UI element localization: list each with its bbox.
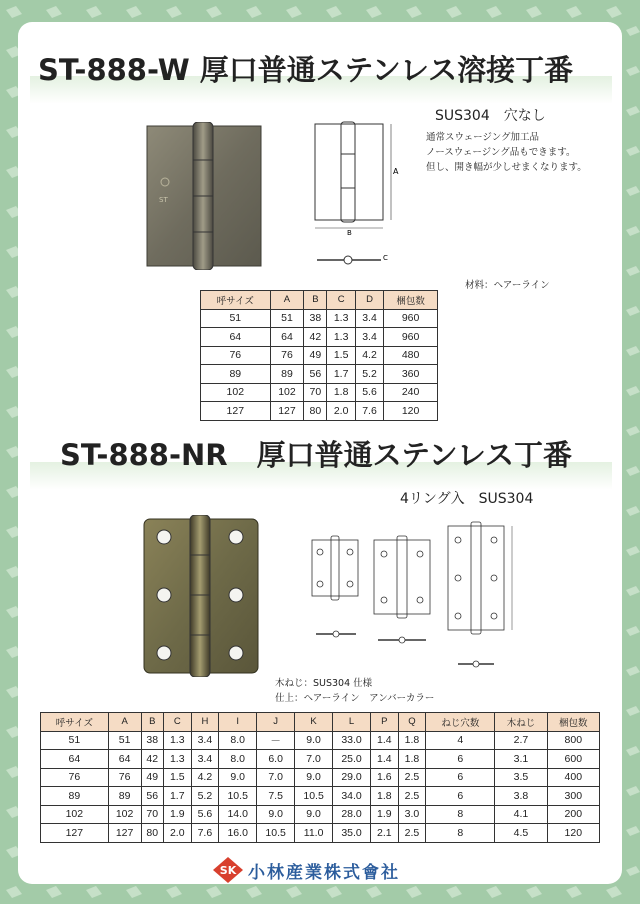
table-header-cell: 梱包数 [384, 291, 438, 310]
table-header-cell: L [333, 713, 371, 732]
table-cell: 8 [426, 824, 495, 843]
table-cell: 1.5 [163, 768, 191, 787]
dim-a-label: A [393, 167, 399, 176]
table-row [41, 805, 600, 824]
table-header-cell: 木ねじ [495, 713, 547, 732]
table-cell: 56 [141, 787, 163, 806]
table-cell: 600 [547, 750, 599, 769]
table-cell: 25.0 [333, 750, 371, 769]
product1-material: 材料：ヘアーライン [465, 280, 550, 291]
table-header-cell: 梱包数 [547, 713, 599, 732]
table-cell: 3.4 [355, 328, 383, 347]
table-cell: 1.5 [327, 346, 355, 365]
table-cell: 2.5 [398, 824, 426, 843]
table-header-cell: 呼サイズ [201, 291, 271, 310]
table-cell: 1.3 [163, 731, 191, 750]
table-cell: 9.0 [295, 768, 333, 787]
table-cell: 102 [108, 805, 141, 824]
table-cell: 9.0 [257, 805, 295, 824]
table-cell: 4.2 [355, 346, 383, 365]
table-cell: 64 [41, 750, 109, 769]
table-cell: 89 [201, 365, 271, 384]
table-cell: 56 [304, 365, 327, 384]
table-cell: 38 [141, 731, 163, 750]
table-row [201, 365, 438, 384]
table-cell: 200 [547, 805, 599, 824]
table-cell: 51 [270, 309, 304, 328]
table-cell: 10.5 [257, 824, 295, 843]
table-header-cell: A [108, 713, 141, 732]
table-row [201, 309, 438, 328]
table-cell: 400 [547, 768, 599, 787]
table-cell: 102 [270, 383, 304, 402]
table-cell: 76 [270, 346, 304, 365]
table-row [201, 402, 438, 421]
note-line: ノースウェージング品もできます。 [426, 147, 576, 158]
table-cell: 1.9 [163, 805, 191, 824]
product1-photo [145, 122, 263, 270]
table-cell: 9.0 [295, 731, 333, 750]
table-cell: 51 [108, 731, 141, 750]
table-cell: 6 [426, 750, 495, 769]
table-cell: 2.5 [398, 787, 426, 806]
table-cell: 16.0 [219, 824, 257, 843]
table-header-cell: I [219, 713, 257, 732]
table-cell: 29.0 [333, 768, 371, 787]
table-header-cell: B [304, 291, 327, 310]
table-cell: 7.5 [257, 787, 295, 806]
table-cell: 8 [426, 805, 495, 824]
table-cell: 4 [426, 731, 495, 750]
table-row [41, 750, 600, 769]
table-cell: 64 [108, 750, 141, 769]
table-cell: 5.6 [191, 805, 219, 824]
table-cell: 3.4 [191, 731, 219, 750]
table-cell: 2.1 [371, 824, 399, 843]
table-header-cell: A [270, 291, 304, 310]
table-cell: 2.0 [327, 402, 355, 421]
table-cell: 5.2 [355, 365, 383, 384]
table-row [41, 731, 600, 750]
table-cell: 80 [304, 402, 327, 421]
table-cell: 240 [384, 383, 438, 402]
table-cell: 7.0 [295, 750, 333, 769]
table-cell: 89 [41, 787, 109, 806]
table-cell: 1.8 [327, 383, 355, 402]
table-cell: 3.0 [398, 805, 426, 824]
table-row [41, 768, 600, 787]
table-cell: 4.2 [191, 768, 219, 787]
table-header-cell: H [191, 713, 219, 732]
table-cell: 89 [270, 365, 304, 384]
table-cell: 120 [547, 824, 599, 843]
table-cell: 51 [41, 731, 109, 750]
product1-notes [426, 130, 587, 175]
table-cell: 1.3 [327, 309, 355, 328]
table-cell: 1.3 [327, 328, 355, 347]
table-cell: 7.0 [257, 768, 295, 787]
table-header-cell: ねじ穴数 [426, 713, 495, 732]
table-cell: 3.4 [191, 750, 219, 769]
table-cell: 1.7 [163, 787, 191, 806]
table-cell: 4.5 [495, 824, 547, 843]
product2-title: ST-888-NR 厚口普通ステンレス丁番 [60, 438, 572, 472]
note-line: 通常スウェージング加工品 [426, 132, 540, 143]
table-cell: 76 [108, 768, 141, 787]
table-cell: 42 [141, 750, 163, 769]
table-header-cell: D [355, 291, 383, 310]
table-cell: 8.0 [219, 731, 257, 750]
table-row [201, 346, 438, 365]
table-cell: 1.4 [371, 731, 399, 750]
table-cell: 2.0 [163, 824, 191, 843]
table-cell: 960 [384, 309, 438, 328]
table-cell: 102 [41, 805, 109, 824]
note-line: 但し、開き幅が少しせまくなります。 [426, 162, 587, 173]
product1-drawing [305, 120, 405, 280]
table-cell: 70 [304, 383, 327, 402]
table-cell: 10.5 [219, 787, 257, 806]
table-cell: 1.8 [371, 787, 399, 806]
table-header-cell: B [141, 713, 163, 732]
table-cell: 1.3 [163, 750, 191, 769]
table-cell: 6.0 [257, 750, 295, 769]
table-cell: 300 [547, 787, 599, 806]
table-header-cell: Q [398, 713, 426, 732]
table-cell: 2.7 [495, 731, 547, 750]
table-cell: 51 [201, 309, 271, 328]
note-line: 木ねじ：SUS304 仕様 [275, 678, 373, 689]
table-cell: 38 [304, 309, 327, 328]
table-cell: 64 [201, 328, 271, 347]
table-cell: 4.1 [495, 805, 547, 824]
logo-text: SK [219, 864, 237, 877]
table-cell: 14.0 [219, 805, 257, 824]
table-cell: 70 [141, 805, 163, 824]
table-cell: 64 [270, 328, 304, 347]
table-cell: 5.2 [191, 787, 219, 806]
table-cell: 8.0 [219, 750, 257, 769]
table-cell: 6 [426, 787, 495, 806]
table-header-cell: C [327, 291, 355, 310]
table-cell: 120 [384, 402, 438, 421]
table-cell: 2.5 [398, 768, 426, 787]
product2-size-table [40, 712, 600, 843]
product2-photo [142, 515, 260, 677]
product1-title: ST-888-W 厚口普通ステンレス溶接丁番 [38, 53, 574, 87]
table-row [41, 824, 600, 843]
table-header-cell: C [163, 713, 191, 732]
product2-drawing [298, 512, 520, 684]
table-row [201, 383, 438, 402]
table-row [41, 787, 600, 806]
table-cell: 800 [547, 731, 599, 750]
table-header-cell: 呼サイズ [41, 713, 109, 732]
table-cell: 3.1 [495, 750, 547, 769]
table-cell: 5.6 [355, 383, 383, 402]
table-cell: 10.5 [295, 787, 333, 806]
dim-c-label: C [383, 254, 388, 262]
table-cell: 1.8 [398, 731, 426, 750]
product2-spec: 4リング入 SUS304 [400, 491, 534, 507]
table-cell: 127 [41, 824, 109, 843]
table-cell: 360 [384, 365, 438, 384]
table-cell: 102 [201, 383, 271, 402]
table-cell: 34.0 [333, 787, 371, 806]
table-cell: 1.7 [327, 365, 355, 384]
table-row [201, 328, 438, 347]
table-cell: 127 [201, 402, 271, 421]
table-cell: 9.0 [219, 768, 257, 787]
table-cell: 35.0 [333, 824, 371, 843]
table-cell: 49 [304, 346, 327, 365]
product1-size-table [200, 290, 438, 421]
product2-notes [275, 676, 434, 706]
dim-b-label: B [347, 229, 352, 237]
table-cell: 1.8 [398, 750, 426, 769]
table-cell: 9.0 [295, 805, 333, 824]
table-cell: 127 [270, 402, 304, 421]
table-cell: 76 [41, 768, 109, 787]
table-cell: 1.9 [371, 805, 399, 824]
svg-text:ST: ST [159, 196, 168, 204]
table-header-cell: K [295, 713, 333, 732]
table-cell: － [257, 731, 295, 750]
company-name: 小林産業株式會社 [248, 863, 400, 883]
table-cell: 3.8 [495, 787, 547, 806]
table-cell: 7.6 [355, 402, 383, 421]
table-cell: 28.0 [333, 805, 371, 824]
table-header-cell: J [257, 713, 295, 732]
table-cell: 127 [108, 824, 141, 843]
table-cell: 3.4 [355, 309, 383, 328]
table-cell: 1.4 [371, 750, 399, 769]
table-cell: 76 [201, 346, 271, 365]
product1-spec: SUS304 穴なし [435, 108, 546, 124]
table-cell: 7.6 [191, 824, 219, 843]
table-cell: 49 [141, 768, 163, 787]
table-cell: 42 [304, 328, 327, 347]
table-cell: 80 [141, 824, 163, 843]
note-line: 仕上：ヘアーライン アンバーカラー [275, 693, 435, 704]
company-logo-icon [212, 856, 244, 884]
table-cell: 11.0 [295, 824, 333, 843]
table-cell: 6 [426, 768, 495, 787]
table-header-cell: P [371, 713, 399, 732]
table-cell: 480 [384, 346, 438, 365]
table-cell: 1.6 [371, 768, 399, 787]
table-cell: 89 [108, 787, 141, 806]
table-cell: 3.5 [495, 768, 547, 787]
table-cell: 33.0 [333, 731, 371, 750]
table-cell: 960 [384, 328, 438, 347]
